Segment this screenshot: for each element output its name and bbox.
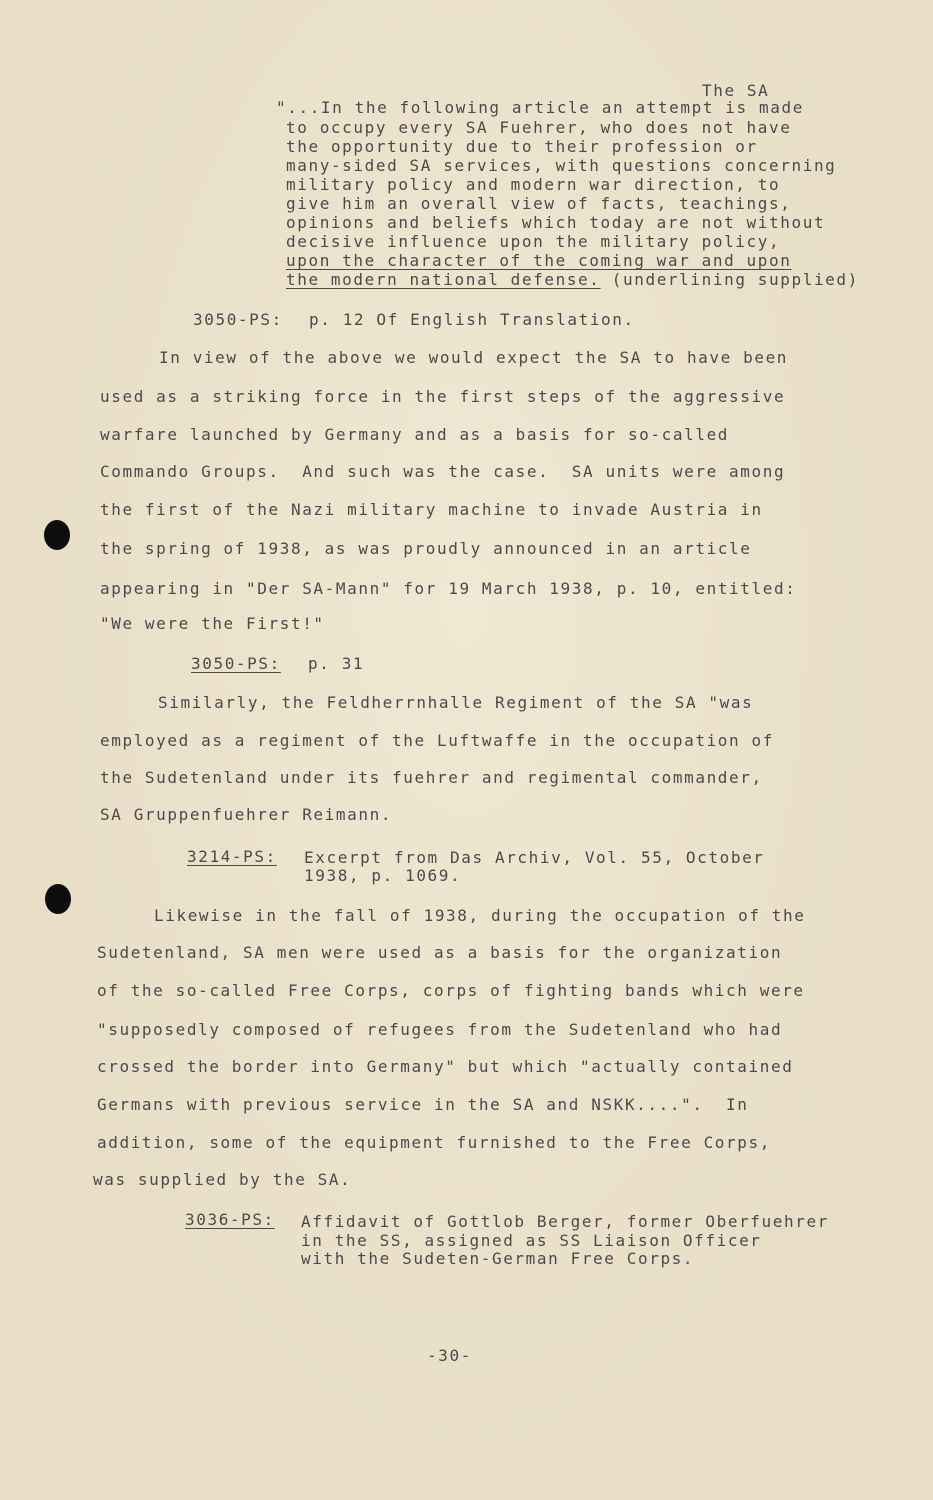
quote-line: the opportunity due to their profession or	[286, 137, 758, 156]
paragraph-line: Commando Groups. And such was the case. SA units were among	[100, 462, 786, 481]
citation-text: Affidavit of Gottlob Berger, former Oberfuehrer	[301, 1212, 829, 1231]
paragraph-line: warfare launched by Germany and as a basis for so-called	[100, 425, 730, 444]
heading-top-right: The SA	[702, 81, 770, 100]
paragraph-line: the first of the Nazi military machine to invade Austria in	[100, 500, 763, 519]
paragraph-line: SA Gruppenfuehrer Reimann.	[100, 805, 393, 824]
paragraph-line: "supposedly composed of refugees from the Sudetenland who had	[97, 1020, 783, 1039]
quote-line: "...In the following article an attempt is made	[276, 98, 804, 117]
quote-line: decisive influence upon the military policy,	[286, 232, 781, 251]
quote-line-underlined: the modern national defense. (underlining supplied)	[286, 270, 859, 289]
paragraph-line: was supplied by the SA.	[93, 1170, 352, 1189]
quote-line: military policy and modern war direction, to	[286, 175, 781, 194]
paragraph-line: the spring of 1938, as was proudly announced in an article	[100, 539, 752, 558]
paragraph-line: "We were the First!"	[100, 614, 325, 633]
citation-text: Excerpt from Das Archiv, Vol. 55, October	[304, 848, 765, 867]
citation-ref: 3214-PS:	[187, 847, 277, 866]
paragraph-line: addition, some of the equipment furnished to the Free Corps,	[97, 1133, 771, 1152]
quote-line: many-sided SA services, with questions concerning	[286, 156, 837, 175]
paragraph-line: of the so-called Free Corps, corps of fighting bands which were	[97, 981, 805, 1000]
quote-line-underlined: upon the character of the coming war and upon	[286, 251, 792, 270]
citation-ref: 3036-PS:	[185, 1210, 275, 1229]
paragraph-line: employed as a regiment of the Luftwaffe in the occupation of	[100, 731, 774, 750]
punch-hole-upper	[44, 520, 70, 550]
paragraph-line: used as a striking force in the first steps of the aggressive	[100, 387, 786, 406]
quote-line: opinions and beliefs which today are not without	[286, 213, 826, 232]
citation-text: p. 31	[308, 654, 365, 673]
citation-text: p. 12 Of English Translation.	[309, 310, 635, 329]
paragraph-line: Sudetenland, SA men were used as a basis for the organization	[97, 943, 783, 962]
citation-ref: 3050-PS:	[191, 654, 281, 673]
paragraph-line: crossed the border into Germany" but which "actually contained	[97, 1057, 794, 1076]
paragraph-line: Similarly, the Feldherrnhalle Regiment of the SA "was	[158, 693, 754, 712]
paragraph-line: In view of the above we would expect the SA to have been	[159, 348, 789, 367]
citation-text: 1938, p. 1069.	[304, 866, 462, 885]
paragraph-line: Likewise in the fall of 1938, during the occupation of the	[154, 906, 806, 925]
quote-line: to occupy every SA Fuehrer, who does not have	[286, 118, 792, 137]
paragraph-line: appearing in "Der SA-Mann" for 19 March 1938, p. 10, entitled:	[100, 579, 797, 598]
paragraph-line: the Sudetenland under its fuehrer and regimental commander,	[100, 768, 763, 787]
punch-hole-lower	[45, 884, 71, 914]
citation-ref: 3050-PS:	[193, 310, 283, 329]
quote-line: give him an overall view of facts, teachings,	[286, 194, 792, 213]
paragraph-line: Germans with previous service in the SA and NSKK....". In	[97, 1095, 749, 1114]
citation-text: in the SS, assigned as SS Liaison Officer	[301, 1231, 762, 1250]
page-number: -30-	[427, 1346, 472, 1365]
citation-text: with the Sudeten-German Free Corps.	[301, 1249, 695, 1268]
